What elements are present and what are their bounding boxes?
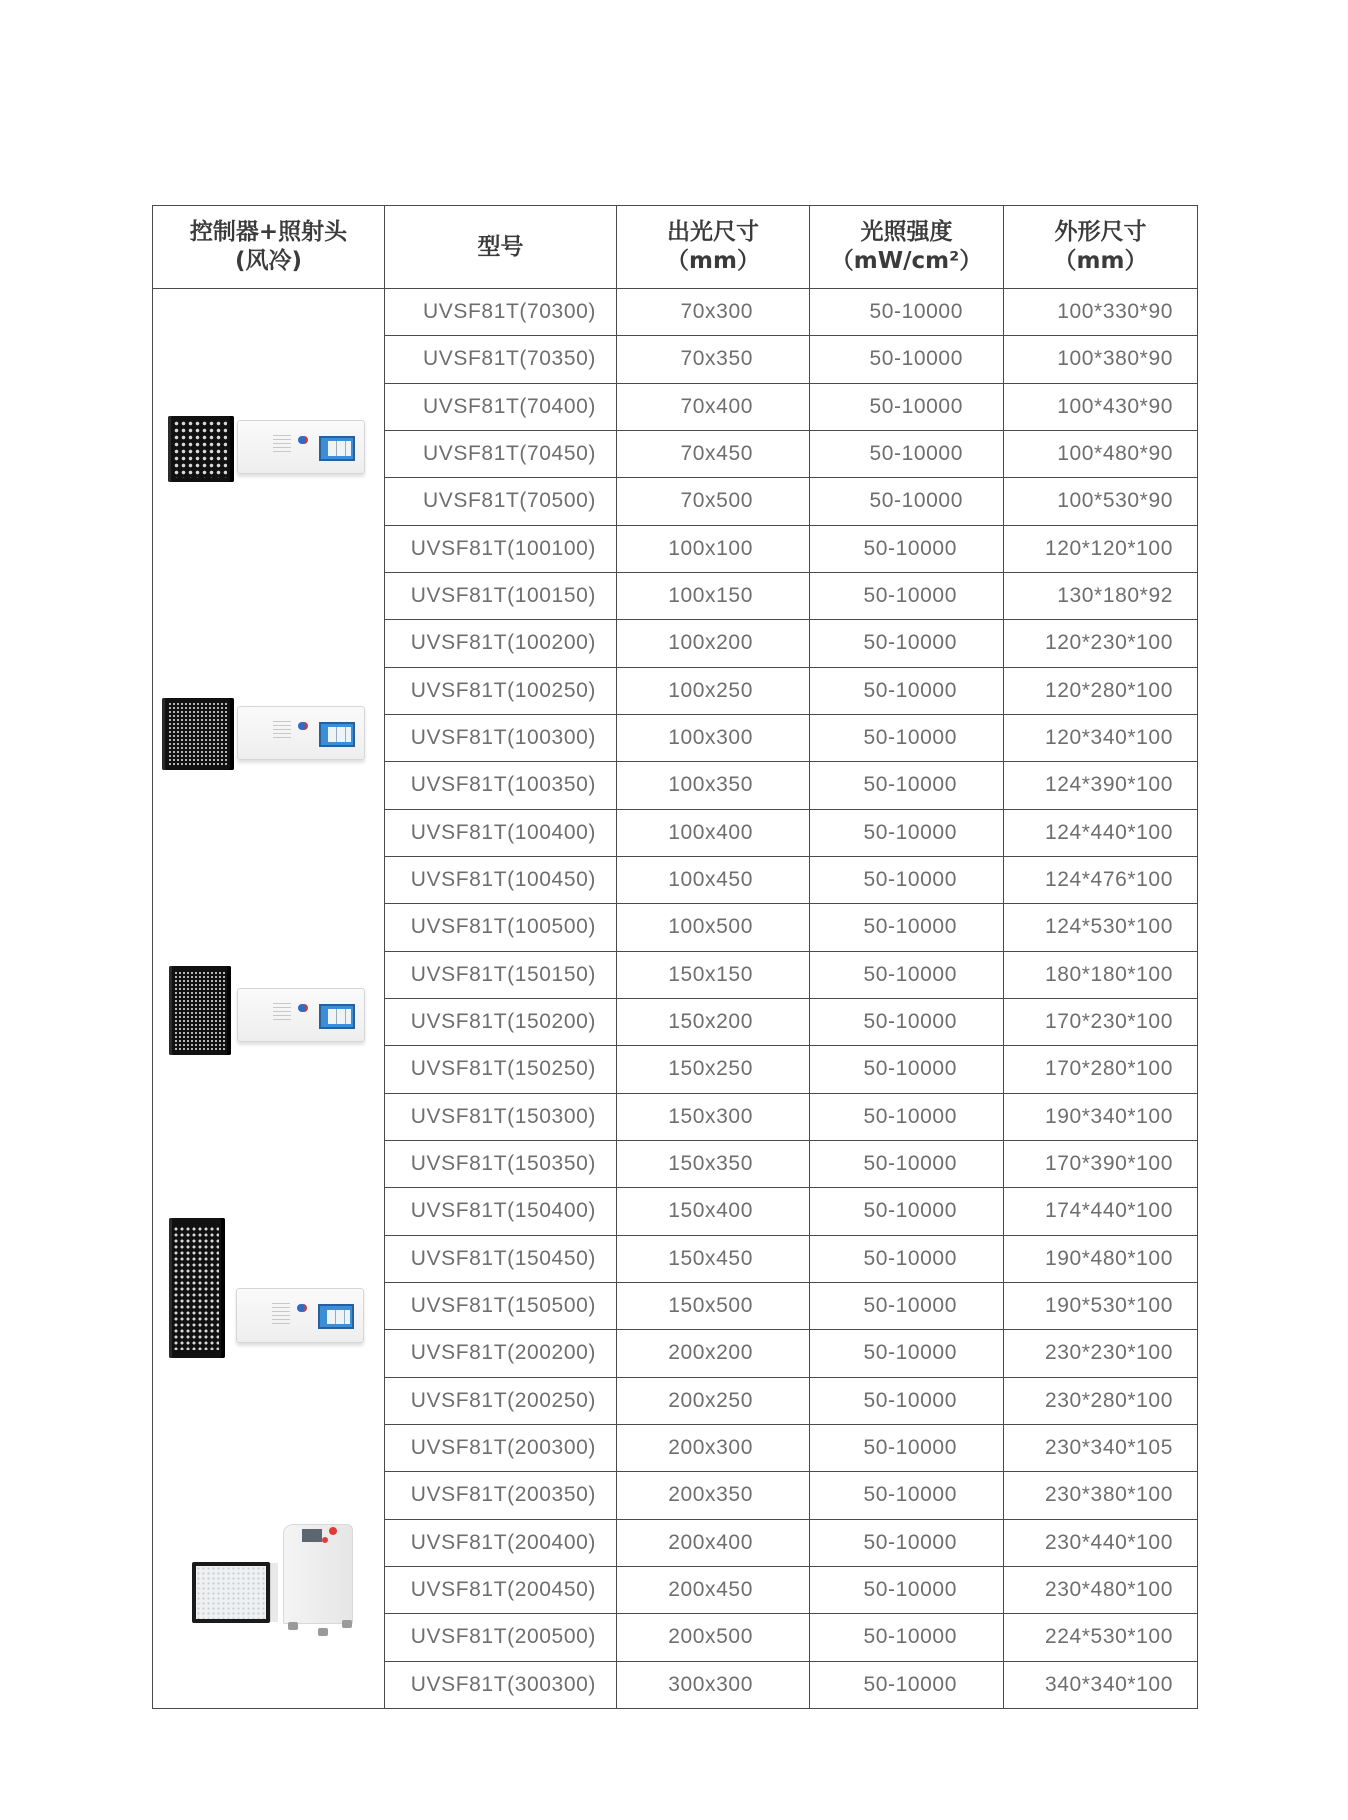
cell-model: UVSF81T(100500)	[385, 904, 617, 951]
cell-aperture: 100x500	[617, 904, 810, 951]
cell-intensity: 50-10000	[810, 1377, 1004, 1424]
cell-aperture: 100x150	[617, 572, 810, 619]
header-aperture	[617, 206, 810, 289]
cell-intensity: 50-10000	[810, 762, 1004, 809]
cell-outer: 100*330*90	[1004, 289, 1198, 336]
cell-model: UVSF81T(200200)	[385, 1330, 617, 1377]
cell-outer: 170*230*100	[1004, 998, 1198, 1045]
vent-icon	[272, 1303, 290, 1324]
cell-aperture: 100x100	[617, 525, 810, 572]
cell-model: UVSF81T(200500)	[385, 1614, 617, 1661]
cell-aperture: 200x500	[617, 1614, 810, 1661]
led-grid	[173, 420, 227, 478]
cell-outer: 120*280*100	[1004, 667, 1198, 714]
led-head-icon	[162, 698, 234, 770]
header-line: 型号	[477, 233, 524, 260]
cell-outer: 124*440*100	[1004, 809, 1198, 856]
cell-intensity: 50-10000	[810, 1140, 1004, 1187]
cabinet-controller-icon	[283, 1524, 353, 1624]
vent-icon	[273, 435, 291, 456]
cabinet-screen-icon	[302, 1529, 322, 1542]
led-grid	[174, 971, 225, 1049]
led-grid	[168, 702, 227, 765]
touchscreen-icon	[319, 722, 356, 747]
controller-icon	[237, 706, 365, 760]
cell-intensity: 50-10000	[810, 1472, 1004, 1519]
cell-model: UVSF81T(100400)	[385, 809, 617, 856]
header-intensity	[810, 206, 1004, 289]
cell-outer: 100*430*90	[1004, 383, 1198, 430]
cell-aperture: 200x450	[617, 1566, 810, 1613]
brand-logo-icon	[298, 1004, 306, 1012]
cell-outer: 120*230*100	[1004, 620, 1198, 667]
header-line: （mm）	[1053, 248, 1148, 274]
cell-intensity: 50-10000	[810, 1661, 1004, 1708]
cell-model: UVSF81T(150200)	[385, 998, 617, 1045]
cell-aperture: 150x150	[617, 951, 810, 998]
cell-aperture: 100x350	[617, 762, 810, 809]
vent-icon	[273, 721, 291, 742]
cell-aperture: 70x300	[617, 289, 810, 336]
cell-aperture: 70x450	[617, 430, 810, 477]
cell-intensity: 50-10000	[810, 1188, 1004, 1235]
cell-outer: 100*480*90	[1004, 430, 1198, 477]
cell-outer: 124*530*100	[1004, 904, 1198, 951]
table-row	[153, 289, 1198, 336]
cell-intensity: 50-10000	[810, 1093, 1004, 1140]
cell-intensity: 50-10000	[810, 620, 1004, 667]
header-line: 光照强度	[860, 219, 953, 245]
cell-outer: 120*120*100	[1004, 525, 1198, 572]
cell-intensity: 50-10000	[810, 383, 1004, 430]
cell-outer: 124*476*100	[1004, 856, 1198, 903]
header-controller-head	[153, 206, 385, 289]
cell-outer: 130*180*92	[1004, 572, 1198, 619]
cell-model: UVSF81T(150350)	[385, 1140, 617, 1187]
led-grid	[173, 1226, 219, 1349]
cell-outer: 100*530*90	[1004, 478, 1198, 525]
cell-model: UVSF81T(100450)	[385, 856, 617, 903]
cell-intensity: 50-10000	[810, 856, 1004, 903]
led-head-icon	[169, 1218, 225, 1358]
cell-intensity: 50-10000	[810, 951, 1004, 998]
touchscreen-icon	[319, 1004, 356, 1029]
led-head-icon	[168, 416, 234, 482]
cell-model: UVSF81T(150150)	[385, 951, 617, 998]
cell-aperture: 150x350	[617, 1140, 810, 1187]
cell-intensity: 50-10000	[810, 1046, 1004, 1093]
red-button-icon	[329, 1527, 337, 1535]
cell-intensity: 50-10000	[810, 1235, 1004, 1282]
cell-intensity: 50-10000	[810, 572, 1004, 619]
cell-intensity: 50-10000	[810, 525, 1004, 572]
cell-model: UVSF81T(200350)	[385, 1472, 617, 1519]
brand-logo-icon	[298, 436, 306, 444]
cell-aperture: 100x200	[617, 620, 810, 667]
cell-model: UVSF81T(70400)	[385, 383, 617, 430]
cell-model: UVSF81T(100300)	[385, 714, 617, 761]
cell-intensity: 50-10000	[810, 478, 1004, 525]
cell-aperture: 100x400	[617, 809, 810, 856]
cell-model: UVSF81T(150300)	[385, 1093, 617, 1140]
cell-aperture: 200x350	[617, 1472, 810, 1519]
header-line: 出光尺寸	[667, 219, 759, 245]
uv-panel-icon	[192, 1562, 270, 1623]
cell-intensity: 50-10000	[810, 1424, 1004, 1471]
cell-intensity: 50-10000	[810, 809, 1004, 856]
cell-aperture: 200x400	[617, 1519, 810, 1566]
wheel-icon	[288, 1622, 298, 1630]
cell-intensity: 50-10000	[810, 1282, 1004, 1329]
cell-aperture: 150x450	[617, 1235, 810, 1282]
cell-model: UVSF81T(100350)	[385, 762, 617, 809]
cell-outer: 224*530*100	[1004, 1614, 1198, 1661]
cell-outer: 180*180*100	[1004, 951, 1198, 998]
cell-aperture: 70x400	[617, 383, 810, 430]
cell-outer: 170*390*100	[1004, 1140, 1198, 1187]
header-line: (风冷)	[234, 248, 303, 274]
cell-aperture: 200x200	[617, 1330, 810, 1377]
cell-model: UVSF81T(200400)	[385, 1519, 617, 1566]
header-line: 控制器+照射头	[189, 219, 348, 245]
cell-aperture: 200x300	[617, 1424, 810, 1471]
cell-model: UVSF81T(150450)	[385, 1235, 617, 1282]
cell-outer: 230*480*100	[1004, 1566, 1198, 1613]
cell-model: UVSF81T(100250)	[385, 667, 617, 714]
cell-model: UVSF81T(300300)	[385, 1661, 617, 1708]
cell-aperture: 200x250	[617, 1377, 810, 1424]
panel-side	[270, 1563, 278, 1622]
cell-intensity: 50-10000	[810, 1566, 1004, 1613]
cell-outer: 120*340*100	[1004, 714, 1198, 761]
header-line: 外形尺寸	[1054, 219, 1147, 245]
cell-intensity: 50-10000	[810, 998, 1004, 1045]
cell-outer: 230*440*100	[1004, 1519, 1198, 1566]
cell-outer: 230*340*105	[1004, 1424, 1198, 1471]
wheel-icon	[318, 1628, 328, 1636]
cell-model: UVSF81T(200300)	[385, 1424, 617, 1471]
cell-aperture: 150x300	[617, 1093, 810, 1140]
header-line: （mm）	[666, 248, 760, 274]
header-outer-size	[1004, 206, 1198, 289]
cell-outer: 190*530*100	[1004, 1282, 1198, 1329]
cell-aperture: 150x500	[617, 1282, 810, 1329]
cell-aperture: 70x350	[617, 336, 810, 383]
cell-aperture: 150x250	[617, 1046, 810, 1093]
cell-intensity: 50-10000	[810, 1614, 1004, 1661]
cell-model: UVSF81T(70350)	[385, 336, 617, 383]
header-model	[385, 206, 617, 289]
cell-outer: 100*380*90	[1004, 336, 1198, 383]
brand-logo-icon	[298, 722, 306, 730]
cell-model: UVSF81T(200250)	[385, 1377, 617, 1424]
cell-model: UVSF81T(200450)	[385, 1566, 617, 1613]
cell-outer: 174*440*100	[1004, 1188, 1198, 1235]
cell-outer: 230*380*100	[1004, 1472, 1198, 1519]
cell-intensity: 50-10000	[810, 714, 1004, 761]
red-button-icon	[322, 1537, 328, 1543]
cell-aperture: 300x300	[617, 1661, 810, 1708]
controller-icon	[237, 988, 365, 1042]
cell-outer: 190*480*100	[1004, 1235, 1198, 1282]
cell-intensity: 50-10000	[810, 904, 1004, 951]
cell-model: UVSF81T(150500)	[385, 1282, 617, 1329]
cell-outer: 170*280*100	[1004, 1046, 1198, 1093]
cell-model: UVSF81T(70500)	[385, 478, 617, 525]
cell-aperture: 100x300	[617, 714, 810, 761]
cell-intensity: 50-10000	[810, 1330, 1004, 1377]
cell-aperture: 70x500	[617, 478, 810, 525]
cell-model: UVSF81T(100150)	[385, 572, 617, 619]
header-line: （mW/cm²）	[830, 248, 983, 274]
cell-model: UVSF81T(150400)	[385, 1188, 617, 1235]
cell-aperture: 100x250	[617, 667, 810, 714]
cell-intensity: 50-10000	[810, 336, 1004, 383]
touchscreen-icon	[318, 1304, 355, 1329]
led-head-icon	[169, 966, 231, 1055]
cell-model: UVSF81T(100200)	[385, 620, 617, 667]
cell-intensity: 50-10000	[810, 430, 1004, 477]
cell-intensity: 50-10000	[810, 667, 1004, 714]
cell-outer: 340*340*100	[1004, 1661, 1198, 1708]
cell-model: UVSF81T(150250)	[385, 1046, 617, 1093]
brand-logo-icon	[297, 1304, 305, 1312]
cell-intensity: 50-10000	[810, 1519, 1004, 1566]
vent-icon	[273, 1003, 291, 1024]
cell-model: UVSF81T(70300)	[385, 289, 617, 336]
cell-aperture: 150x400	[617, 1188, 810, 1235]
cell-outer: 124*390*100	[1004, 762, 1198, 809]
touchscreen-icon	[319, 436, 356, 461]
controller-icon	[237, 420, 365, 474]
cell-outer: 190*340*100	[1004, 1093, 1198, 1140]
cell-intensity: 50-10000	[810, 289, 1004, 336]
cell-model: UVSF81T(100100)	[385, 525, 617, 572]
cell-outer: 230*280*100	[1004, 1377, 1198, 1424]
cell-aperture: 150x200	[617, 998, 810, 1045]
cell-model: UVSF81T(70450)	[385, 430, 617, 477]
wheel-icon	[342, 1620, 352, 1628]
controller-icon	[236, 1288, 364, 1343]
header-row	[153, 206, 1198, 289]
cell-aperture: 100x450	[617, 856, 810, 903]
cell-outer: 230*230*100	[1004, 1330, 1198, 1377]
